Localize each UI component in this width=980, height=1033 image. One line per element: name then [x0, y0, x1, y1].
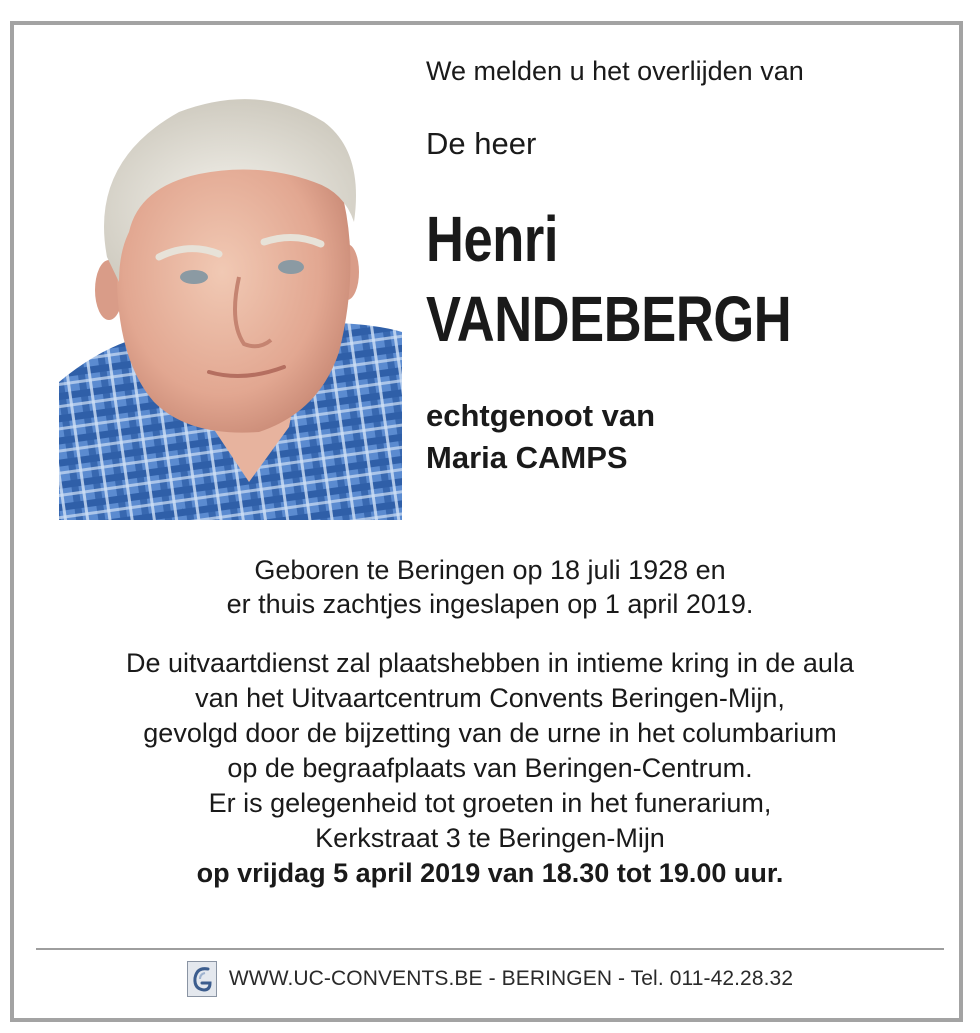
bio-line: er thuis zachtjes ingeslapen op 1 april 2019. — [226, 589, 754, 619]
deceased-last-name: VANDEBERGH — [426, 283, 792, 355]
service-line: van het Uitvaartcentrum Convents Beringen-Mijn, — [195, 683, 785, 713]
service-line: gevolgd door de bijzetting van de urne in het columbarium — [143, 718, 837, 748]
deceased-first-name: Henri — [426, 203, 559, 275]
funeral-home-footer — [0, 960, 980, 998]
spouse-relation: echtgenoot van — [426, 398, 656, 433]
intro-line: We melden u het overlijden van — [426, 56, 804, 86]
service-line: Er is gelegenheid tot groeten in het funerarium, — [208, 788, 772, 818]
funeral-home-contact: WWW.UC-CONVENTS.BE - BERINGEN - Tel. 011-42.28.32 — [228, 967, 794, 990]
service-line: Kerkstraat 3 te Beringen-Mijn — [315, 823, 665, 853]
birth-death-details — [36, 553, 944, 621]
funeral-service-details — [36, 646, 944, 891]
service-line: op de begraafplaats van Beringen-Centrum. — [227, 753, 753, 783]
footer-divider — [36, 948, 944, 950]
funeral-home-logo-icon — [187, 961, 217, 997]
spouse-name: Maria CAMPS — [426, 440, 628, 475]
visitation-time: op vrijdag 5 april 2019 van 18.30 tot 19.00 uur. — [196, 858, 784, 888]
honorific: De heer — [426, 126, 537, 161]
service-line: De uitvaartdienst zal plaatshebben in intieme kring in de aula — [126, 648, 854, 678]
portrait-photo — [59, 82, 402, 520]
bio-line: Geboren te Beringen op 18 juli 1928 en — [254, 555, 726, 585]
